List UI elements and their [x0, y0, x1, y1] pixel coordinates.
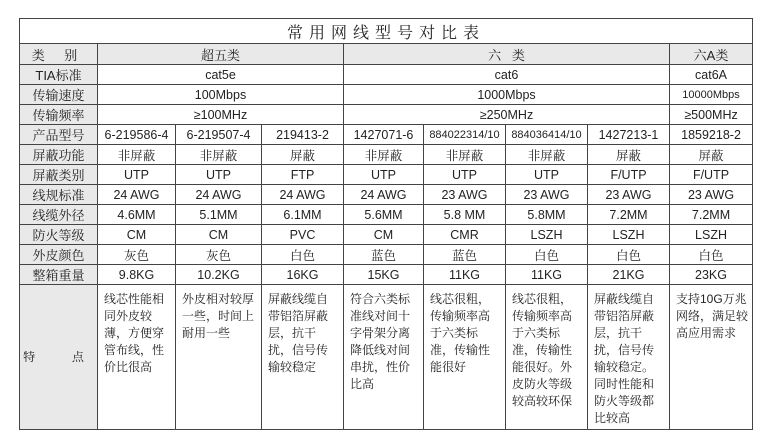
- feature-cell: 线芯很粗，传输频率高于六类标准，传输性能很好: [424, 285, 506, 430]
- table-cell: 23 AWG: [506, 185, 588, 205]
- table-cell: 1427071-6: [344, 125, 424, 145]
- title-row: [20, 19, 753, 44]
- row-label: 线缆外径: [20, 205, 98, 225]
- table-cell: UTP: [424, 165, 506, 185]
- category-cat6: 六 类: [344, 44, 670, 65]
- feature-cell: 线芯很粗，传输频率高于六类标准，传输性能很好。外皮防火等级较高较环保: [506, 285, 588, 430]
- product-model-row: [20, 125, 753, 145]
- table-cell: UTP: [176, 165, 262, 185]
- feature-cell: 外皮相对较厚一些，时间上耐用一些: [176, 285, 262, 430]
- table-cell: 1859218-2: [670, 125, 753, 145]
- freq-row: [20, 105, 753, 125]
- box-weight-row: [20, 265, 753, 285]
- features-label: 特 点: [20, 285, 98, 430]
- table-cell: 5.8 MM: [424, 205, 506, 225]
- table-cell: 非屏蔽: [176, 145, 262, 165]
- row-label: 整箱重量: [20, 265, 98, 285]
- table-cell: LSZH: [588, 225, 670, 245]
- table-cell: 6-219507-4: [176, 125, 262, 145]
- table-cell: 16KG: [262, 265, 344, 285]
- speed-cat6: 1000Mbps: [344, 85, 670, 105]
- table-cell: 1427213-1: [588, 125, 670, 145]
- feature-cell: 支持10G万兆网络，满足较高应用需求: [670, 285, 753, 430]
- shield-function-row: [20, 145, 753, 165]
- table-cell: 白色: [506, 245, 588, 265]
- table-cell: 非屏蔽: [344, 145, 424, 165]
- table-cell: UTP: [98, 165, 176, 185]
- table-cell: 蓝色: [344, 245, 424, 265]
- freq-cat6a: ≥500MHz: [670, 105, 753, 125]
- table-cell: 白色: [670, 245, 753, 265]
- table-cell: 屏蔽: [670, 145, 753, 165]
- row-label: 线规标准: [20, 185, 98, 205]
- row-label: 产品型号: [20, 125, 98, 145]
- table-cell: 蓝色: [424, 245, 506, 265]
- cable-comparison-table: [19, 18, 753, 430]
- row-label: 外皮颜色: [20, 245, 98, 265]
- table-cell: 7.2MM: [670, 205, 753, 225]
- category-row: [20, 44, 753, 65]
- feature-cell: 屏蔽线缆自带铝箔屏蔽层，抗干扰，信号传输较稳定: [262, 285, 344, 430]
- table-cell: 5.1MM: [176, 205, 262, 225]
- features-row: [20, 285, 753, 430]
- table-cell: 7.2MM: [588, 205, 670, 225]
- table-cell: 6.1MM: [262, 205, 344, 225]
- tia-row: [20, 65, 753, 85]
- table-cell: 23KG: [670, 265, 753, 285]
- table-cell: 884022314/10: [424, 125, 506, 145]
- feature-cell: 屏蔽线缆自带铝箔屏蔽层，抗干扰，信号传输较稳定。同时性能和防火等级都比较高: [588, 285, 670, 430]
- table-title: 常用网线型号对比表: [20, 19, 753, 44]
- table-cell: CM: [344, 225, 424, 245]
- table-cell: 屏蔽: [588, 145, 670, 165]
- table-cell: 23 AWG: [588, 185, 670, 205]
- table-cell: PVC: [262, 225, 344, 245]
- table-cell: F/UTP: [588, 165, 670, 185]
- table-cell: 21KG: [588, 265, 670, 285]
- table-cell: 10.2KG: [176, 265, 262, 285]
- speed-cat6a: 10000Mbps: [670, 85, 753, 105]
- category-cat6a: 六A类: [670, 44, 753, 65]
- row-label: 屏蔽类别: [20, 165, 98, 185]
- table-cell: 6-219586-4: [98, 125, 176, 145]
- table-cell: CMR: [424, 225, 506, 245]
- table-cell: 非屏蔽: [424, 145, 506, 165]
- category-label: 类 别: [20, 44, 98, 65]
- tia-cat6: cat6: [344, 65, 670, 85]
- table-cell: 24 AWG: [176, 185, 262, 205]
- freq-label: 传输频率: [20, 105, 98, 125]
- table-cell: 非屏蔽: [98, 145, 176, 165]
- table-cell: UTP: [506, 165, 588, 185]
- table-cell: 219413-2: [262, 125, 344, 145]
- table-cell: 非屏蔽: [506, 145, 588, 165]
- speed-cat5e: 100Mbps: [98, 85, 344, 105]
- table-cell: 4.6MM: [98, 205, 176, 225]
- row-label: 屏蔽功能: [20, 145, 98, 165]
- table-cell: 9.8KG: [98, 265, 176, 285]
- feature-cell: 符合六类标准线对间十字骨架分离降低线对间串扰，性价比高: [344, 285, 424, 430]
- tia-label: TIA标准: [20, 65, 98, 85]
- table-cell: 884036414/10: [506, 125, 588, 145]
- tia-cat5e: cat5e: [98, 65, 344, 85]
- table-cell: UTP: [344, 165, 424, 185]
- table-cell: 5.8MM: [506, 205, 588, 225]
- table-cell: LSZH: [506, 225, 588, 245]
- table-cell: 24 AWG: [344, 185, 424, 205]
- table-cell: CM: [176, 225, 262, 245]
- table-cell: 24 AWG: [262, 185, 344, 205]
- table-cell: CM: [98, 225, 176, 245]
- table-cell: 23 AWG: [670, 185, 753, 205]
- table-cell: 11KG: [506, 265, 588, 285]
- table-cell: 11KG: [424, 265, 506, 285]
- table-cell: 灰色: [98, 245, 176, 265]
- freq-cat5e: ≥100MHz: [98, 105, 344, 125]
- table-cell: 灰色: [176, 245, 262, 265]
- table-cell: F/UTP: [670, 165, 753, 185]
- table-cell: 15KG: [344, 265, 424, 285]
- fire-rating-row: [20, 225, 753, 245]
- table-cell: 24 AWG: [98, 185, 176, 205]
- jacket-color-row: [20, 245, 753, 265]
- speed-label: 传输速度: [20, 85, 98, 105]
- table-cell: 23 AWG: [424, 185, 506, 205]
- table-cell: FTP: [262, 165, 344, 185]
- table-cell: 5.6MM: [344, 205, 424, 225]
- table-cell: 白色: [262, 245, 344, 265]
- shield-type-row: [20, 165, 753, 185]
- table-cell: LSZH: [670, 225, 753, 245]
- tia-cat6a: cat6A: [670, 65, 753, 85]
- wire-gauge-row: [20, 185, 753, 205]
- row-label: 防火等级: [20, 225, 98, 245]
- speed-row: [20, 85, 753, 105]
- table-cell: 屏蔽: [262, 145, 344, 165]
- category-cat5e: 超五类: [98, 44, 344, 65]
- outer-diameter-row: [20, 205, 753, 225]
- table-cell: 白色: [588, 245, 670, 265]
- feature-cell: 线芯性能相同外皮较薄，方便穿管布线，性价比很高: [98, 285, 176, 430]
- freq-cat6: ≥250MHz: [344, 105, 670, 125]
